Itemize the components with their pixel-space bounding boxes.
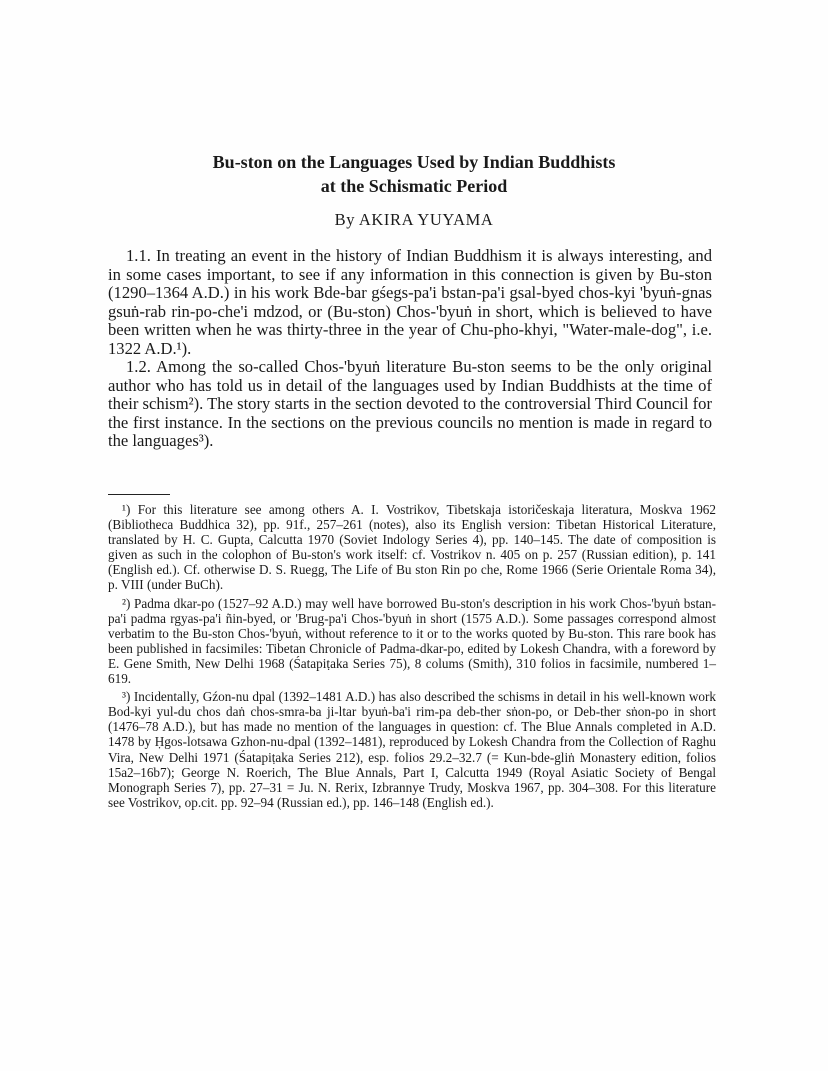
footnote-1: ¹) For this literature see among others A. I. Vostrikov, Tibetskaja istoričeskaja literatura, Moskva 1962 (Bibliotheca Buddhica 32), pp. 91f., 257–261 (notes), also its English version: Tibetan Historical Literature, translated by H. C. Gupta, Calcutta 1970 (Soviet Indology Series 4), pp. 140–145. The date of composition is given as such in the colophon of Bu-ston's work itself: cf. Vostrikov n. 405 on p. 257 (Russian edition), p. 141 (English ed.). Cf. otherwise D. S. Ruegg, The Life of Bu ston Rin po che, Rome 1966 (Serie Orientale Roma 34), p. VIII (under BuCh).	[108, 502, 716, 593]
article-title	[108, 150, 720, 198]
author-byline: By AKIRA YUYAMA	[334, 210, 494, 229]
paragraph-1-1: 1.1. In treating an event in the history of Indian Buddhism it is always interesting, and in some cases important, to see if any information in this connection is given by Bu-ston (1290–1364 A.D.) in his work Bde-bar gśegs-pa'i bstan-pa'i gsal-byed chos-kyi 'byuṅ-gnas gsuṅ-rab rin-po-che'i mdzod, or (Bu-ston) Chos-'byuṅ in short, which is believed to have been written when he was thirty-three in the year of Chu-pho-khyi, "Water-male-dog", i.e. 1322 A.D.¹).	[108, 246, 712, 358]
title-line-1: Bu-ston on the Languages Used by Indian Buddhists	[212, 152, 616, 172]
footnote-divider	[108, 494, 170, 495]
footnote-2: ²) Padma dkar-po (1527–92 A.D.) may well have borrowed Bu-ston's description in his work Chos-'byuṅ bstan-pa'i padma rgyas-pa'i ñin-byed, or 'Brug-pa'i Chos-'byuṅ in short (1575 A.D.). Some passages correspond almost verbatim to the Bu-ston Chos-'byuṅ, without reference to it or to the works quoted by Bu-ston. This rare book has been published in facsimiles: Tibetan Chronicle of Padma-dkar-po, edited by Lokesh Chandra, with a foreword by E. Gene Smith, New Delhi 1968 (Śatapiṭaka Series 75), 8 colums (Smith), 310 folios in facsimile, numbered 1–619.	[108, 595, 716, 687]
body-text	[108, 247, 712, 451]
paragraph-1-2: 1.2. Among the so-called Chos-'byuṅ literature Bu-ston seems to be the only original author who has told us in detail of the languages used by Indian Buddhists at the time of their schism²). The story starts in the section devoted to the controversial Third Council for the first instance. In the sections on the previous councils no mention is made in regard to the languages³).	[108, 357, 712, 450]
footnote-3: ³) Incidentally, Gźon-nu dpal (1392–1481 A.D.) has also described the schisms in detail in his well-known work Bod-kyi yul-du chos daṅ chos-smra-ba ji-ltar byuṅ-ba'i rim-pa deb-ther sṅon-po, or Deb-ther sṅon-po in short (1476–78 A.D.), but has made no mention of the languages in question: cf. The Blue Annals completed in A.D. 1478 by Ḥgos-lotsawa Gzhon-nu-dpal (1392–1481), reproduced by Lokesh Chandra from the Collection of Raghu Vira, New Delhi 1971 (Śatapiṭaka Series 212), esp. folios 29.2–32.7 (= Kun-bde-gliṅ Monastery edition, folios 15a2–16b7); George N. Roerich, The Blue Annals, Part I, Calcutta 1949 (Royal Asiatic Society of Bengal Monograph Series 7), pp. 27–31 = Ju. N. Rerix, Izbrannye Trudy, Moskva 1967, pp. 304–308. For this literature see Vostrikov, op.cit. pp. 92–94 (Russian ed.), pp. 146–148 (English ed.).	[108, 689, 716, 810]
footnotes	[108, 502, 716, 811]
title-line-2: at the Schismatic Period	[320, 176, 508, 196]
